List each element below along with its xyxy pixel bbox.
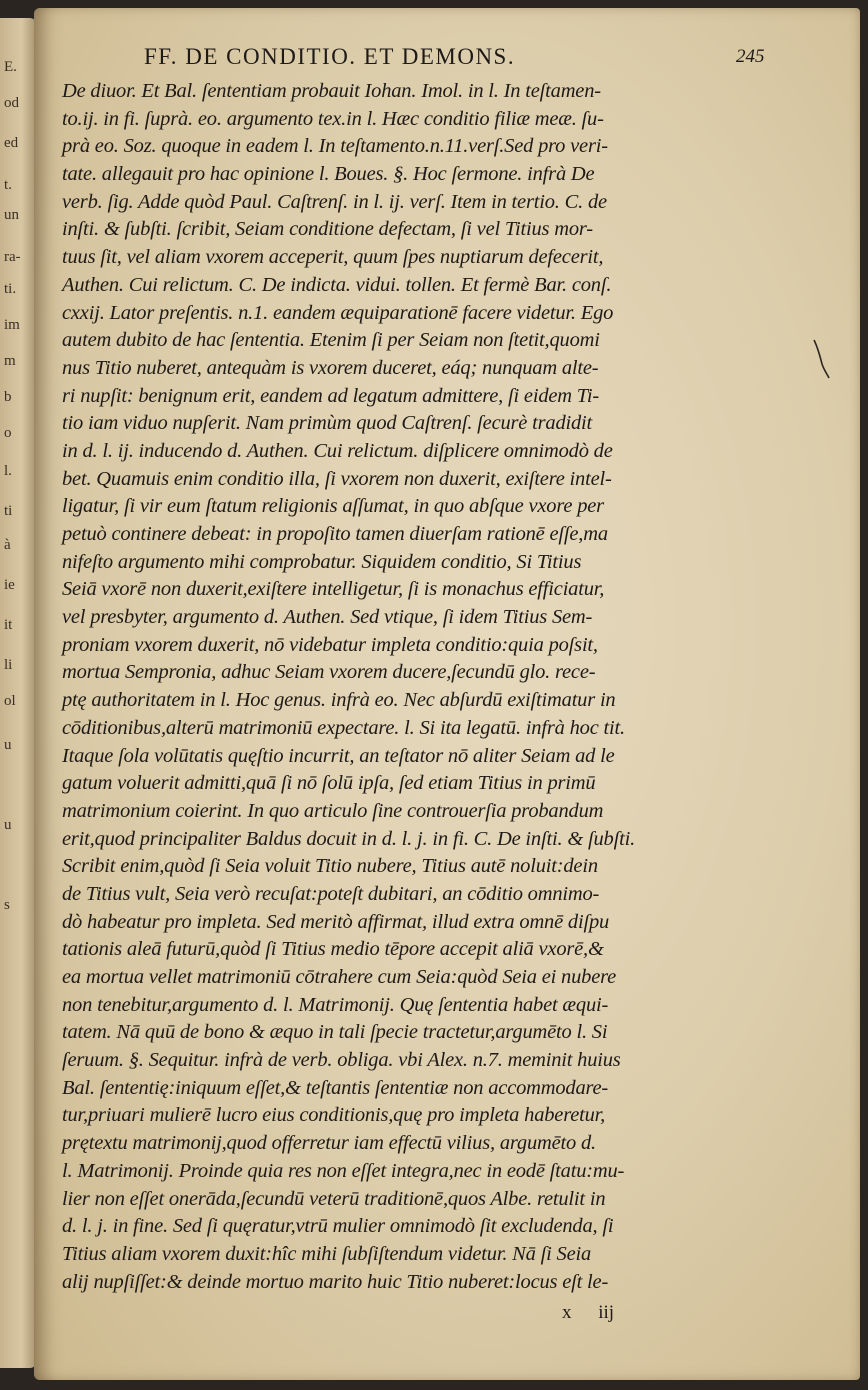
text-line: dò habeatur pro impleta. Sed meritò affirmat, illud extra omnē diſpu — [62, 910, 610, 933]
text-line: Itaque ſola volūtatis quęſtio incurrit, an teſtator nō aliter Seiam ad le — [62, 744, 615, 767]
text-line: autem dubito de hac ſententia. Etenim ſi per Seiam non ſtetit,quomi — [62, 329, 600, 352]
left-page-fragment: ie — [4, 577, 15, 593]
left-page-fragment: u — [4, 737, 12, 753]
left-page-fragment: s — [4, 897, 10, 913]
text-line: in d. l. ij. inducendo d. Authen. Cui relictum. diſplicere omnimodò de — [62, 439, 613, 462]
text-line: mortua Sempronia, adhuc Seiam vxorem ducere,ſecundū glo. rece- — [62, 661, 596, 684]
text-line: de Titius vult, Seia verò recuſat:poteſt dubitari, an cōditio omnimo- — [62, 882, 600, 905]
left-page-fragment: od — [4, 95, 19, 111]
left-page-fragment: ti — [4, 503, 13, 519]
running-title: FF. DE CONDITIO. ET DEMONS. — [144, 44, 516, 69]
text-line: ptę authoritatem in l. Hoc genus. infrà eo. Nec abſurdū exiſtimatur in — [62, 689, 616, 712]
page-number: 245 — [736, 46, 765, 67]
signature-mark: x iij — [562, 1302, 615, 1323]
left-page-fragment: im — [4, 317, 20, 333]
text-line: prà eo. Soz. quoque in eadem l. In teſtamento.n.11.verſ.Sed pro veri- — [62, 135, 608, 158]
text-line: inſti. & ſubſti. ſcribit, Seiam conditione defectam, ſi vel Titius mor- — [62, 218, 593, 241]
text-line: lier non eſſet onerāda,ſecundū veterū traditionē,quos Albe. retulit in — [62, 1187, 606, 1210]
text-line: nifeſto argumento mihi comprobatur. Siquidem conditio, Si Titius — [62, 550, 582, 573]
text-line: bet. Quamuis enim conditio illa, ſi vxorem non duxerit, exiſtere intel- — [62, 467, 612, 490]
left-page-fragment: ol — [4, 693, 16, 709]
text-line: non tenebitur,argumento d. l. Matrimonij. Quę ſententia habet æqui- — [62, 993, 609, 1016]
text-line: De diuor. Et Bal. ſententiam probauit Iohan. Imol. in l. In teſtamen- — [62, 80, 601, 102]
text-line: Titius aliam vxorem duxit:hîc mihi ſubſiſtendum videtur. Nā ſi Seia — [62, 1242, 592, 1265]
text-line: to.ij. in fi. ſuprà. eo. argumento tex.in l. Hæc conditio filiæ meæ. ſu- — [62, 107, 604, 130]
body-text — [62, 78, 746, 1296]
left-page-fragment: ed — [4, 135, 19, 151]
text-line: tate. allegauit pro hac opinione l. Boues. §. Hoc ſermone. infrà De — [62, 163, 595, 186]
left-page-fragment: à — [4, 537, 11, 553]
text-line: ſeruum. §. Sequitur. infrà de verb. obliga. vbi Alex. n.7. meminit huius — [62, 1049, 621, 1072]
text-line: cōditionibus,alterū matrimoniū expectare. l. Si ita legatū. infrà hoc tit. — [62, 716, 625, 739]
text-line: Scribit enim,quòd ſi Seia voluit Titio nubere, Titius autē noluit:dein — [62, 855, 598, 878]
text-line: erit,quod principaliter Baldus docuit in d. l. j. in fi. C. De inſti. & ſubſti. — [62, 827, 635, 850]
right-page — [34, 8, 860, 1380]
text-line: tationis aleā futurū,quòd ſi Titius medio tēpore accepit aliā vxorē,& — [62, 938, 604, 961]
left-page-fragment: E. — [4, 59, 17, 75]
text-line: tur,priuari mulierē lucro eius conditionis,quę pro impleta haberetur, — [62, 1104, 606, 1127]
text-line: gatum voluerit admitti,quā ſi nō ſolū ipſa, ſed etiam Titius in primū — [62, 772, 596, 795]
text-line: tatem. Nā quū de bono & æquo in tali ſpecie tractetur,argumēto l. Si — [62, 1021, 608, 1044]
left-page-fragment: ra- — [4, 249, 21, 265]
text-line: cxxij. Lator preſentis. n.1. eandem æquiparationē facere videtur. Ego — [62, 301, 614, 324]
left-page-fragment: ti. — [4, 281, 17, 297]
text-line: Bal. ſententię:iniquum eſſet,& teſtantis ſententiæ non accommodare- — [62, 1076, 609, 1099]
left-page-fragment: l. — [4, 463, 12, 479]
text-line: ea mortua vellet matrimoniū cōtrahere cum Seia:quòd Seia ei nubere — [62, 966, 617, 988]
left-page-fragment: it — [4, 617, 13, 633]
left-page-fragment: b — [4, 389, 12, 405]
margin-pen-mark — [812, 338, 830, 380]
left-page-fragment: m — [4, 353, 16, 369]
text-line: tuus ſit, vel aliam vxorem acceperit, quum ſpes nuptiarum defecerit, — [62, 246, 604, 269]
text-line: nus Titio nuberet, antequàm is vxorem duceret, eáq; nunquam alte- — [62, 356, 599, 379]
running-head — [144, 44, 794, 70]
left-page-fragment: li — [4, 657, 13, 673]
text-line: vel presbyter, argumento d. Authen. Sed vtique, ſi idem Titius Sem- — [62, 606, 593, 629]
text-line: Authen. Cui relictum. C. De indicta. vidui. tollen. Et fermè Bar. conſ. — [62, 273, 612, 296]
left-page-fragment: t. — [4, 177, 12, 193]
left-page-edge — [0, 18, 36, 1368]
text-line: d. l. j. in fine. Sed ſi quęratur,vtrū mulier omnimodò ſit excludenda, ſi — [62, 1215, 614, 1238]
text-line: ri nupſit: benignum erit, eandem ad legatum admittere, ſi eidem Ti- — [62, 384, 599, 407]
left-page-fragment: un — [4, 207, 19, 223]
text-line: matrimonium coierint. In quo articulo ſine controuerſia probandum — [62, 799, 604, 822]
text-line: prętextu matrimonij,quod offerretur iam effectū vilius, argumēto d. — [62, 1132, 596, 1155]
text-line: alij nupſiſſet:& deinde mortuo marito huic Titio nuberet:locus eſt le- — [62, 1270, 609, 1293]
text-line: tio iam viduo nupſerit. Nam primùm quod Caſtrenſ. ſecurè tradidit — [62, 412, 593, 435]
left-page-fragment: u — [4, 817, 12, 833]
text-line: l. Matrimonij. Proinde quia res non eſſet integra,nec in eodē ſtatu:mu- — [62, 1159, 625, 1182]
text-line: verb. ſig. Adde quòd Paul. Caſtrenſ. in l. ij. verſ. Item in tertio. C. de — [62, 190, 607, 213]
text-line: Seiā vxorē non duxerit,exiſtere intelligetur, ſi is monachus efficiatur, — [62, 578, 605, 601]
left-page-fragment: o — [4, 425, 12, 441]
text-line: petuò continere debeat: in propoſito tamen diuerſam rationē eſſe,ma — [62, 523, 608, 545]
text-line: ligatur, ſi vir eum ſtatum religionis aſſumat, in quo abſque vxore per — [62, 495, 604, 518]
text-line: proniam vxorem duxerit, nō videbatur impleta conditio:quia poſsit, — [62, 633, 598, 656]
